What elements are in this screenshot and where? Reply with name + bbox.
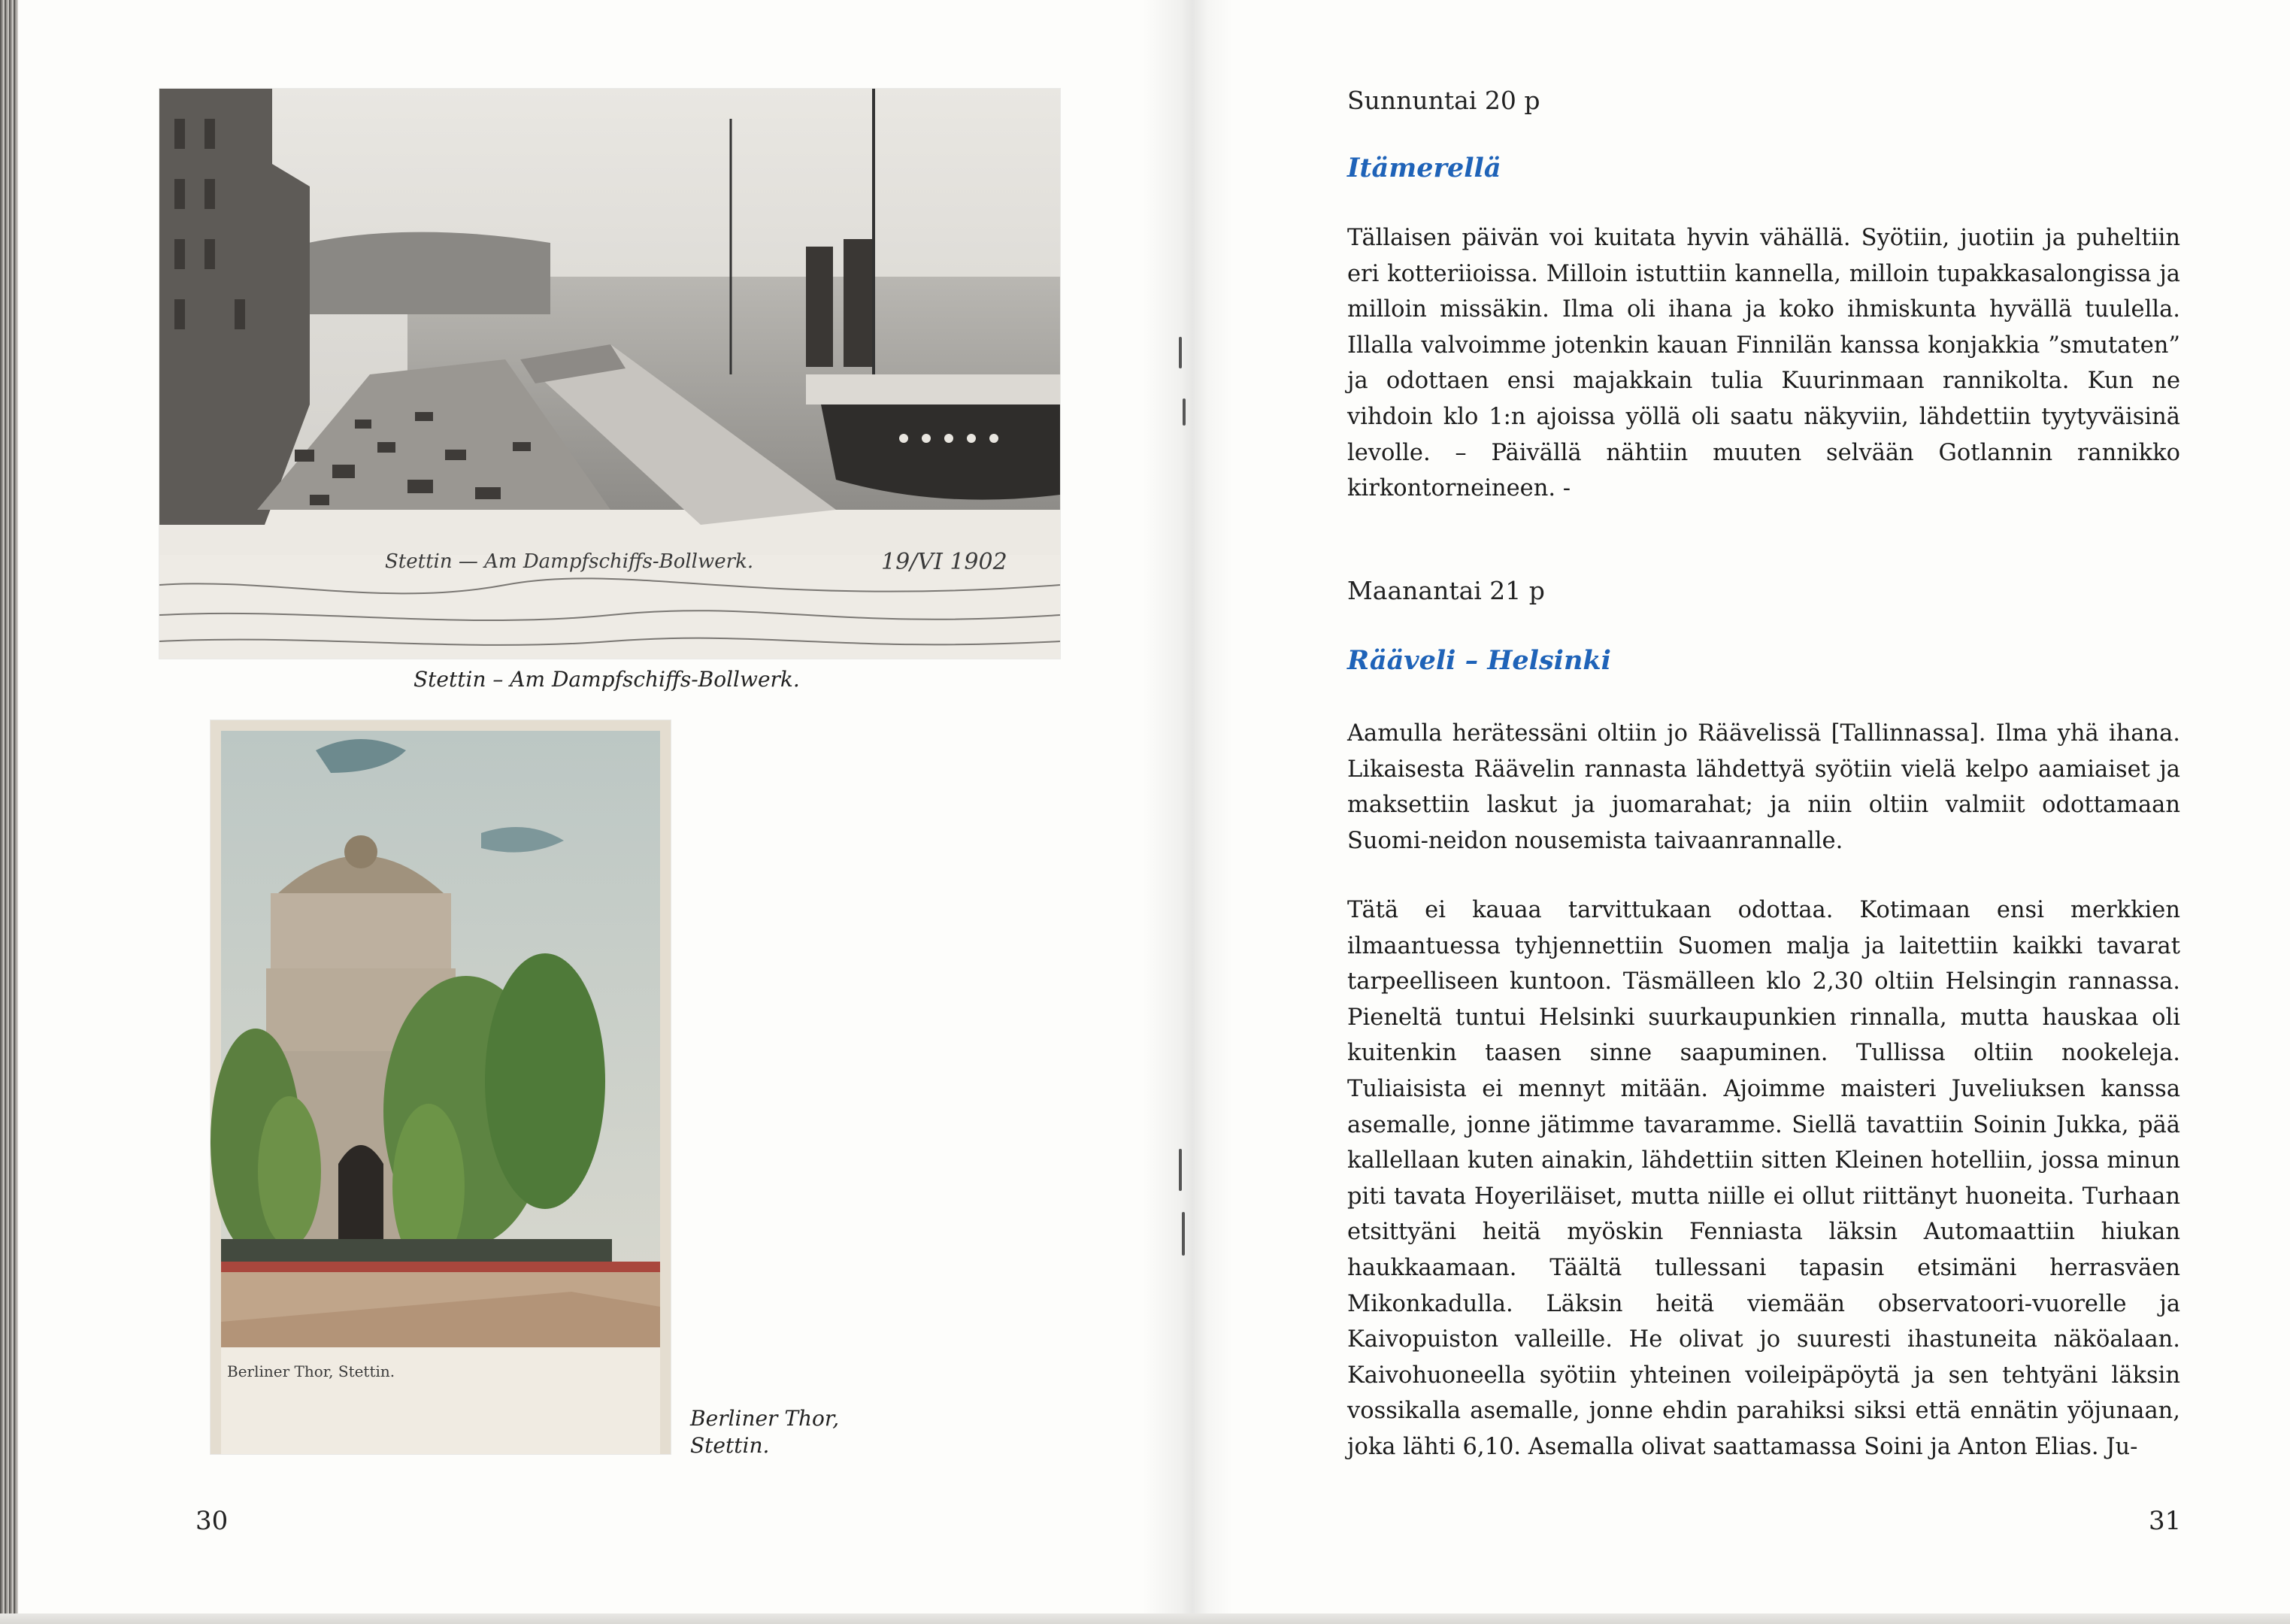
book-bottom-edge bbox=[0, 1613, 2290, 1624]
binding-stitch bbox=[1182, 1212, 1185, 1256]
caption-berliner-thor-line1: Berliner Thor, bbox=[690, 1406, 840, 1431]
paragraph-raaveli-1: Aamulla herätessäni oltiin jo Räävelissä [Tallinnassa]. Ilma yhä ihana. Likaisesta Räävelin rannasta lähdettyä syötiin vielä kelpo aamiaiset ja maksettiin laskut ja juomarahat; ja niin oltiin valmiit odottamaan Suomi-neidon nousemista taivaanrannalle. bbox=[1347, 720, 2180, 854]
section-title-itamerella: Itämerellä bbox=[1347, 153, 1501, 183]
day-heading-monday: Maanantai 21 p bbox=[1347, 576, 1545, 605]
page-edges bbox=[0, 0, 18, 1624]
paragraph-raaveli-2: Tätä ei kauaa tarvittukaan odottaa. Kotimaan ensi merkkien ilmaantuessa tyhjennettiin Suomen malja ja laitettiin kaikki tavarat tarpeelliseen kuntoon. Täsmälleen klo 2,30 oltiin Helsingin rannassa. Pieneltä tuntui Helsinki suurkaupunkien rinnalla, mutta hauskaa oli kuitenkin taasen sinne saapuminen. Tullissa oltiin nookeleja. Tuliaisista ei mennyt mitään. Ajoimme maisteri Juveliuksen kanssa asemalle, jonne jätimme tavaramme. Siellä tavattiin Soinin Jukka, pää kallellaan kuten ainakin, lähdettiin sitten Kleinen hotelliin, jossa minun piti tavata Hoyeriläiset, mutta niille ei ollut riittänyt huoneita. Turhaan etsittyäni heitä myöskin Fenniasta läksin Automaattiin hiukan haukkaamaan. Täältä tullessani tapasin etsimäni herrasväen Mikonkadulla. Läksin heitä viemään observatoori-vuorelle ja Kaivopuiston valleille. He olivat jo suuresti ihastuneita näköalaan. Kaivohuoneella syötiin yhteinen voileipäpöytä ja sen tehtyäni läksin vossikalla asemalle, jonne ehdin parahiksi siksi että ennätin yöjunaan, joka lähti 6,10. Asemalla olivat saattamassa Soini ja Anton Elias. Ju- bbox=[1347, 897, 2180, 1460]
section-title-raaveli-helsinki: Rääveli – Helsinki bbox=[1347, 645, 1611, 676]
book-spread bbox=[15, 0, 2290, 1615]
postcard-photo-harbor bbox=[159, 89, 1060, 659]
binding-stitch bbox=[1179, 1149, 1182, 1191]
day-heading-sunday: Sunnuntai 20 p bbox=[1347, 86, 1540, 115]
book-gutter bbox=[1143, 0, 1233, 1615]
page-number-left: 30 bbox=[195, 1506, 229, 1536]
postcard-printed-label: Berliner Thor, Stettin. bbox=[227, 1362, 395, 1380]
binding-stitch bbox=[1179, 337, 1182, 368]
paragraph-itamerella: Tällaisen päivän voi kuitata hyvin vähällä. Syötiin, juotiin ja puheltiin eri kotteriioissa. Milloin istuttiin kannella, milloin tupakkasalongissa ja milloin missäkin. Ilma oli ihana ja koko ihmiskunta hyvällä tuulella. Illalla valvoimme jotenkin kauan Finnilän kanssa konjakkia ”smutaten” ja odottaen ensi majakkain tulia Kuurinmaan rannikolta. Kun ne vihdoin klo 1:n ajoissa yöllä oli saatu näkyviin, lähdettiin tyytyväisinä levolle. – Päivällä nähtiin muuten selvään Gotlannin rannikko kirkontorneineen. - bbox=[1347, 225, 2180, 502]
postcard-printed-title: Stettin — Am Dampfschiffs-Bollwerk. bbox=[385, 550, 754, 573]
caption-berliner-thor-line2: Stettin. bbox=[690, 1433, 770, 1458]
postcard-photo-berliner-thor bbox=[211, 720, 671, 1454]
page-number-right: 31 bbox=[2149, 1506, 2182, 1536]
caption-harbor: Stettin – Am Dampfschiffs-Bollwerk. bbox=[413, 667, 800, 692]
binding-stitch bbox=[1183, 398, 1186, 426]
postcard-handwritten-date: 19/VI 1902 bbox=[881, 549, 1007, 575]
